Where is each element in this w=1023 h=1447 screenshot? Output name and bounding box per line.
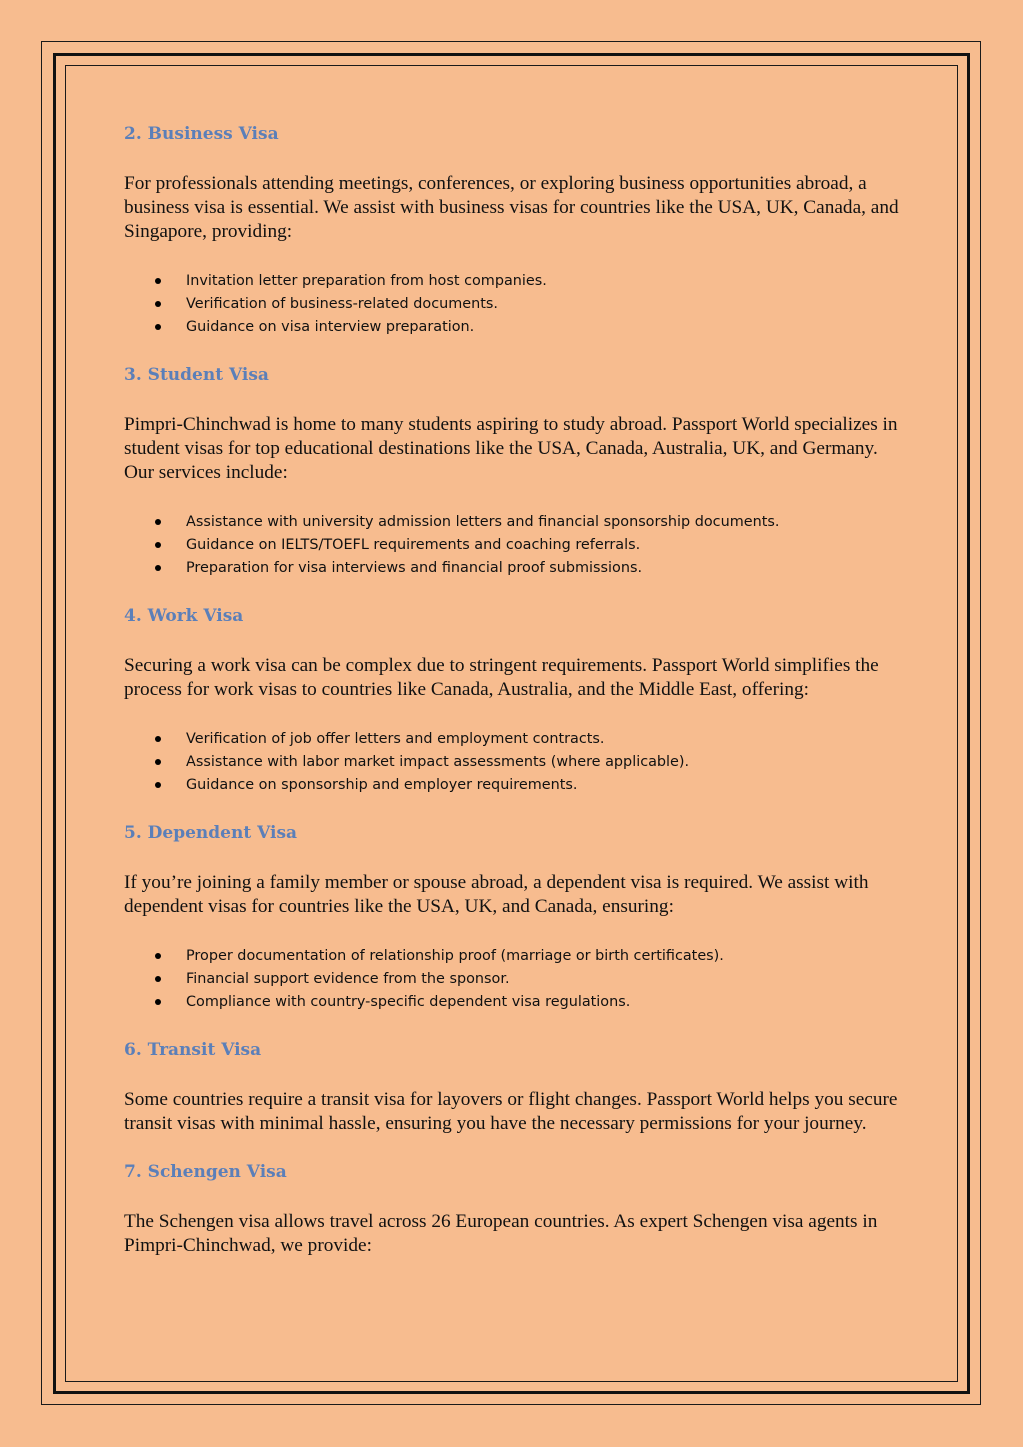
section-heading: 4. Work Visa <box>124 606 244 626</box>
bullet-dot-icon <box>155 542 161 548</box>
bullet-list <box>124 511 904 580</box>
bullet-dot-icon <box>155 278 161 284</box>
bullet-dot-icon <box>155 759 161 765</box>
bullet-item <box>124 728 904 751</box>
bullet-dot-icon <box>155 736 161 742</box>
document-content <box>124 122 904 1258</box>
bullet-dot-icon <box>155 782 161 788</box>
bullet-text: Preparation for visa interviews and financial proof submissions. <box>186 560 643 576</box>
bullet-item <box>124 534 904 557</box>
bullet-dot-icon <box>155 519 161 525</box>
section-paragraph: The Schengen visa allows travel across 26 European countries. As expert Schengen visa agents in Pimpri-Chinchwad, we provide: <box>124 1211 878 1256</box>
bullet-dot-icon <box>155 324 161 330</box>
bullet-item <box>124 511 904 534</box>
bullet-text: Guidance on sponsorship and employer requirements. <box>186 777 578 793</box>
section-heading: 6. Transit Visa <box>124 1040 262 1060</box>
bullet-item <box>124 991 904 1014</box>
bullet-item <box>124 751 904 774</box>
section-business-visa <box>124 122 904 363</box>
section-paragraph: If you’re joining a family member or spouse abroad, a dependent visa is required. We assist with dependent visas for countries like the USA, UK, and Canada, ensuring: <box>124 872 869 917</box>
section-paragraph: Pimpri-Chinchwad is home to many students aspiring to study abroad. Passport World specializes in student visas for top educational destinations like the USA, Canada, Australia, UK, and Germany. Our services include: <box>124 414 898 483</box>
bullet-dot-icon <box>155 976 161 982</box>
bullet-list <box>124 270 904 339</box>
bullet-text: Guidance on visa interview preparation. <box>186 319 475 335</box>
section-paragraph: Securing a work visa can be complex due to stringent requirements. Passport World simplifies the process for work visas to countries like Canada, Australia, and the Middle East, offering: <box>124 655 879 700</box>
section-heading: 3. Student Visa <box>124 365 269 385</box>
bullet-dot-icon <box>155 301 161 307</box>
bullet-text: Verification of business-related documents. <box>186 296 498 312</box>
section-dependent-visa <box>124 821 904 1038</box>
bullet-item <box>124 270 904 293</box>
bullet-item <box>124 774 904 797</box>
bullet-item <box>124 293 904 316</box>
section-heading: 2. Business Visa <box>124 124 279 144</box>
bullet-item <box>124 945 904 968</box>
bullet-list <box>124 728 904 797</box>
section-transit-visa <box>124 1038 904 1160</box>
section-student-visa <box>124 363 904 604</box>
section-work-visa <box>124 604 904 821</box>
bullet-list <box>124 945 904 1014</box>
section-paragraph: For professionals attending meetings, conferences, or exploring business opportunities abroad, a business visa is essential. We assist with business visas for countries like the USA, UK, Canada, and Singapore, providing: <box>124 173 899 242</box>
bullet-text: Guidance on IELTS/TOEFL requirements and coaching referrals. <box>186 537 641 553</box>
section-schengen-visa <box>124 1160 904 1258</box>
bullet-item <box>124 557 904 580</box>
bullet-text: Compliance with country-specific dependent visa regulations. <box>186 994 631 1010</box>
bullet-text: Assistance with university admission letters and financial sponsorship documents. <box>186 514 780 530</box>
bullet-dot-icon <box>155 565 161 571</box>
bullet-item <box>124 968 904 991</box>
bullet-text: Assistance with labor market impact assessments (where applicable). <box>186 754 690 770</box>
bullet-text: Verification of job offer letters and employment contracts. <box>186 731 605 747</box>
bullet-text: Proper documentation of relationship proof (marriage or birth certificates). <box>186 948 724 964</box>
bullet-text: Financial support evidence from the sponsor. <box>186 971 510 987</box>
bullet-dot-icon <box>155 999 161 1005</box>
bullet-item <box>124 316 904 339</box>
section-heading: 5. Dependent Visa <box>124 823 298 843</box>
section-heading: 7. Schengen Visa <box>124 1162 287 1182</box>
bullet-dot-icon <box>155 953 161 959</box>
bullet-text: Invitation letter preparation from host companies. <box>186 273 547 289</box>
section-paragraph: Some countries require a transit visa for layovers or flight changes. Passport World helps you secure transit visas with minimal hassle, ensuring you have the necessary permissions for your journey. <box>124 1089 898 1134</box>
